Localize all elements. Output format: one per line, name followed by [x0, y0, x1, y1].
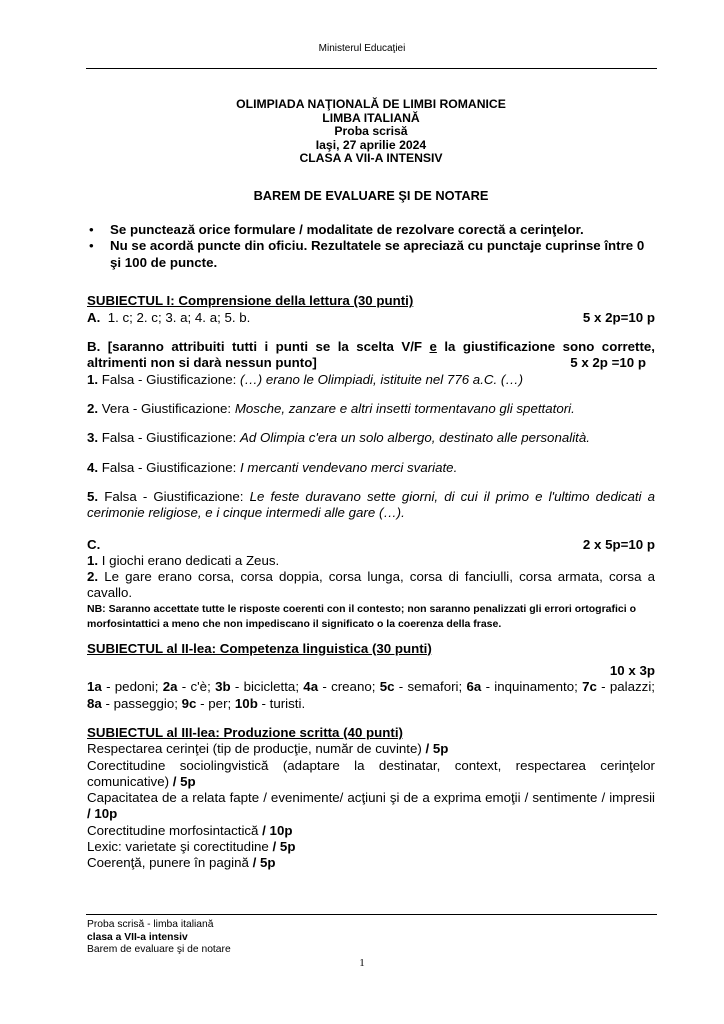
part-a-answers: 1. c; 2. c; 3. a; 4. a; 5. b. — [107, 309, 251, 325]
rules-list — [87, 222, 655, 272]
title-line-5: CLASA A VII-A INTENSIV — [299, 151, 443, 165]
part-b-item: 5. Falsa - Giustificazione: Le feste duravano sette giorni, di cui il primo e l'ultimo dedicati a cerimonie religiose, e i cinque intermedi alle gare (…). — [87, 488, 655, 521]
header-divider — [86, 68, 657, 69]
rule-item: • Nu se acordă puncte din oficiu. Rezultatele se apreciază cu punctaje cuprinse între 0 şi 100 de puncte. — [89, 238, 645, 270]
section-1 — [87, 293, 655, 631]
part-c-item: 2. Le gare erano corsa, corsa doppia, corsa lunga, corsa di fanciulli, corsa armata, corsa a cavallo. — [87, 569, 655, 601]
document-body — [87, 98, 655, 872]
answer-item: 2a - c'è; — [162, 679, 211, 695]
answer-item: 10b - turisti. — [234, 695, 306, 711]
part-a-row — [87, 310, 655, 326]
section-3 — [87, 725, 655, 872]
answer-item: 6a - inquinamento; — [466, 679, 578, 695]
bullet-icon: • — [89, 221, 94, 237]
page-number: 1 — [359, 957, 365, 969]
footer-line-3: Barem de evaluare şi de notare — [87, 944, 231, 955]
section-2-score: 10 x 3p — [609, 663, 655, 679]
criterion-item: Capacitatea de a relata fapte / evenimente/ acţiuni şi de a exprima emoţii / sentimente / impresii / 10p — [87, 790, 655, 822]
part-c-row — [87, 537, 655, 553]
answer-item: 8a - passeggio; — [87, 695, 178, 711]
criterion-item: Corectitudine morfosintactică / 10p — [87, 822, 293, 838]
footer-line-1: Proba scrisă - limba italiană — [87, 919, 214, 930]
part-b-item: 4. Falsa - Giustificazione: I mercanti vendevano merci svariate. — [87, 459, 458, 475]
section-2-heading: SUBIECTUL al II-lea: Competenza linguistica (30 punti) — [87, 640, 432, 656]
document-title — [87, 98, 655, 166]
title-line-1: OLIMPIADA NAŢIONALĂ DE LIMBI ROMANICE — [236, 97, 506, 111]
section-2 — [87, 641, 655, 712]
criterion-item: Respectarea cerinţei (tip de producţie, număr de cuvinte) / 5p — [87, 741, 449, 757]
answer-item: 5c - semafori; — [379, 679, 463, 695]
answer-item: 7c - palazzi; — [582, 679, 655, 695]
nb-note: NB: Saranno accettate tutte le risposte coerenti con il contesto; non saranno penalizzati gli errori ortografici o morfosintattici a meno che non impediscano il significato o la coerenza della frase. — [87, 602, 637, 630]
criterion-item: Corectitudine sociolingvistică (adaptare la destinatar, context, respectarea cerinţelor comunicative) / 5p — [87, 757, 655, 789]
title-line-2: LIMBA ITALIANĂ — [322, 110, 420, 125]
rule-item: • Se punctează orice formulare / modalitate de rezolvare corectă a cerinţelor. — [89, 221, 584, 237]
answer-item: 3b - bicicletta; — [215, 679, 300, 695]
part-a-label: A. — [87, 309, 101, 325]
part-c-item: 1. I giochi erano dedicati a Zeus. — [87, 552, 280, 568]
answer-item: 1a - pedoni; — [87, 679, 159, 695]
part-b-score: 5 x 2p =10 p — [570, 355, 646, 371]
section-1-heading: SUBIECTUL I: Comprensione della lettura (30 punti) — [87, 293, 414, 309]
answer-item: 9c - per; — [181, 695, 232, 711]
part-b-label: B. — [87, 338, 101, 354]
part-b-instructions: B. [saranno attribuiti tutti i punti se la scelta V/F e la giustificazione sono corrette, altrimenti non si darà nessun punto] — [87, 338, 656, 371]
criterion-item: Coerenţă, punere în pagină / 5p — [87, 855, 276, 871]
answer-item: 4a - creano; — [303, 679, 376, 695]
part-c-label: C. — [87, 536, 101, 552]
header-ministry: Ministerul Educaţiei — [318, 43, 406, 54]
section-3-heading: SUBIECTUL al III-lea: Produzione scritta (40 punti) — [87, 724, 403, 740]
criterion-item: Lexic: varietate şi corectitudine / 5p — [87, 839, 296, 855]
part-b-item: 3. Falsa - Giustificazione: Ad Olimpia c'era un solo albergo, destinato alle personalità. — [87, 430, 590, 446]
barem-title: BAREM DE EVALUARE ŞI DE NOTARE — [253, 187, 489, 203]
part-a-score: 5 x 2p=10 p — [582, 309, 655, 325]
title-line-4: Iaşi, 27 aprilie 2024 — [315, 137, 427, 152]
footer — [87, 919, 231, 957]
footer-line-2: clasa a VII-a intensiv — [87, 931, 188, 943]
part-c-score: 2 x 5p=10 p — [582, 536, 655, 552]
bullet-icon: • — [89, 238, 94, 254]
title-line-3: Proba scrisă — [334, 124, 408, 138]
part-b-item: 1. Falsa - Giustificazione: (…) erano le Olimpiadi, istituite nel 776 a.C. (…) — [87, 371, 524, 387]
footer-divider — [86, 914, 657, 915]
section-2-answers — [87, 679, 655, 712]
part-b-item: 2. Vera - Giustificazione: Mosche, zanzare e altri insetti tormentavano gli spettatori. — [87, 401, 575, 417]
